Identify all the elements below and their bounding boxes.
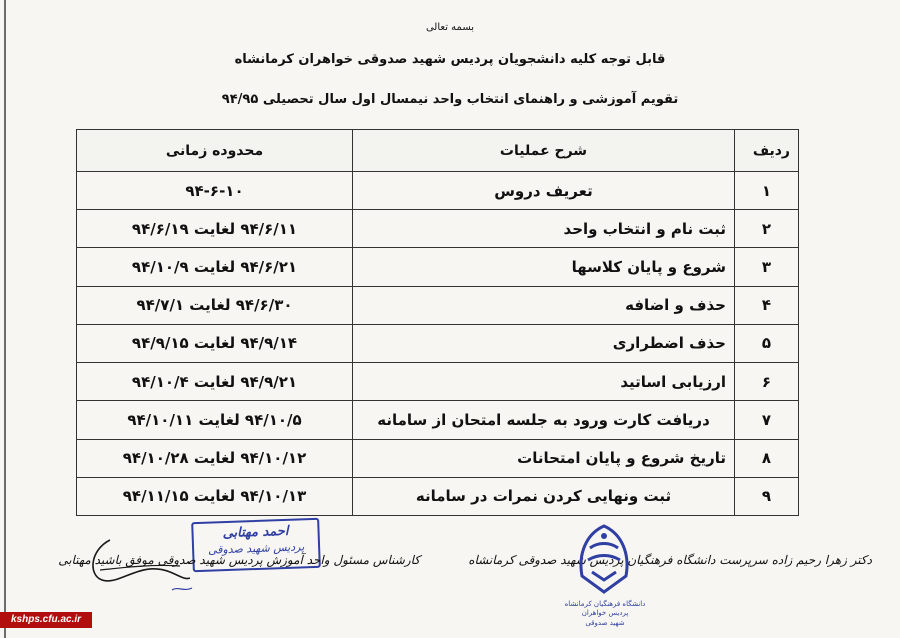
logo-caption-line: پردیس خواهران (581, 609, 629, 618)
row-description: ارزیابی اساتید (353, 363, 735, 401)
director-signature: دکتر زهرا رحیم زاده سرپرست دانشگاه فرهنگیان پردیس شهید صدوقی کرمانشاه (468, 553, 872, 567)
education-officer-signature: کارشناس مسئول واحد آموزش پردیس شهید صدوقی موفق باشید مهتابی (58, 553, 420, 567)
row-description: تعریف دروس (353, 172, 735, 210)
row-number: ۱ (735, 172, 799, 210)
row-time-range: ۹۴/۱۰/۵ لغایت ۹۴/۱۰/۱۱ (77, 401, 353, 439)
logo-caption-line: شهید صدوقی (585, 618, 625, 627)
row-number: ۷ (735, 401, 799, 439)
stamp-name-text: احمد مهتابی (222, 523, 289, 542)
logo-caption-line: دانشگاه فرهنگیان کرمانشاه (564, 600, 646, 608)
row-time-range: ۹۴/۹/۱۴ لغایت ۹۴/۹/۱۵ (77, 324, 353, 362)
logo-caption (562, 600, 648, 628)
table-row (77, 439, 799, 477)
row-time-range: ۹۴/۱۰/۱۳ لغایت ۹۴/۱۱/۱۵ (77, 477, 353, 515)
table-row (77, 401, 799, 439)
table-row (77, 210, 799, 248)
calendar-subtitle: تقویم آموزشی و راهنمای انتخاب واحد نیمسال اول سال تحصیلی ۹۴/۹۵ (221, 92, 679, 107)
academic-calendar-table (76, 129, 799, 516)
row-description: دریافت کارت ورود به جلسه امتحان از سامانه (353, 401, 735, 439)
table-row (77, 172, 799, 210)
row-description: ثبت ونهایی کردن نمرات در سامانه (353, 477, 735, 515)
invocation-heading: بسمه تعالی (425, 22, 475, 33)
row-number: ۶ (735, 363, 799, 401)
row-time-range: ۹۴/۶/۳۰ لغایت ۹۴/۷/۱ (77, 286, 353, 324)
row-description: حذف اضطراری (353, 324, 735, 362)
row-time-range: ۹۴/۱۰/۱۲ لغایت ۹۴/۱۰/۲۸ (77, 439, 353, 477)
header-time-range: محدوده زمانی (77, 130, 353, 172)
table-row (77, 477, 799, 515)
row-description: شروع و پایان کلاسها (353, 248, 735, 286)
row-number: ۹ (735, 477, 799, 515)
table-row (77, 286, 799, 324)
table-row (77, 324, 799, 362)
row-description: ثبت نام و انتخاب واحد (353, 210, 735, 248)
row-number: ۳ (735, 248, 799, 286)
row-description: تاریخ شروع و پایان امتحانات (353, 439, 735, 477)
table-header-row (77, 130, 799, 172)
row-description: حذف و اضافه (353, 286, 735, 324)
row-number: ۸ (735, 439, 799, 477)
table-row (77, 248, 799, 286)
header-operation-description: شرح عملیات (353, 130, 735, 172)
stamp-unit-text: پردیس شهید صدوقی (207, 540, 305, 557)
site-url-badge: kshps.cfu.ac.ir (0, 612, 92, 628)
row-number: ۲ (735, 210, 799, 248)
table-row (77, 363, 799, 401)
row-time-range: ۹۴/۹/۲۱ لغایت ۹۴/۱۰/۴ (77, 363, 353, 401)
row-time-range: ۹۴-۶-۱۰ (77, 172, 353, 210)
row-time-range: ۹۴/۶/۲۱ لغایت ۹۴/۱۰/۹ (77, 248, 353, 286)
header-row-number: ردیف (735, 130, 799, 172)
notice-heading: قابل توجه کلیه دانشجویان پردیس شهید صدوقی خواهران کرمانشاه (234, 52, 666, 67)
row-number: ۵ (735, 324, 799, 362)
row-number: ۴ (735, 286, 799, 324)
row-time-range: ۹۴/۶/۱۱ لغایت ۹۴/۶/۱۹ (77, 210, 353, 248)
